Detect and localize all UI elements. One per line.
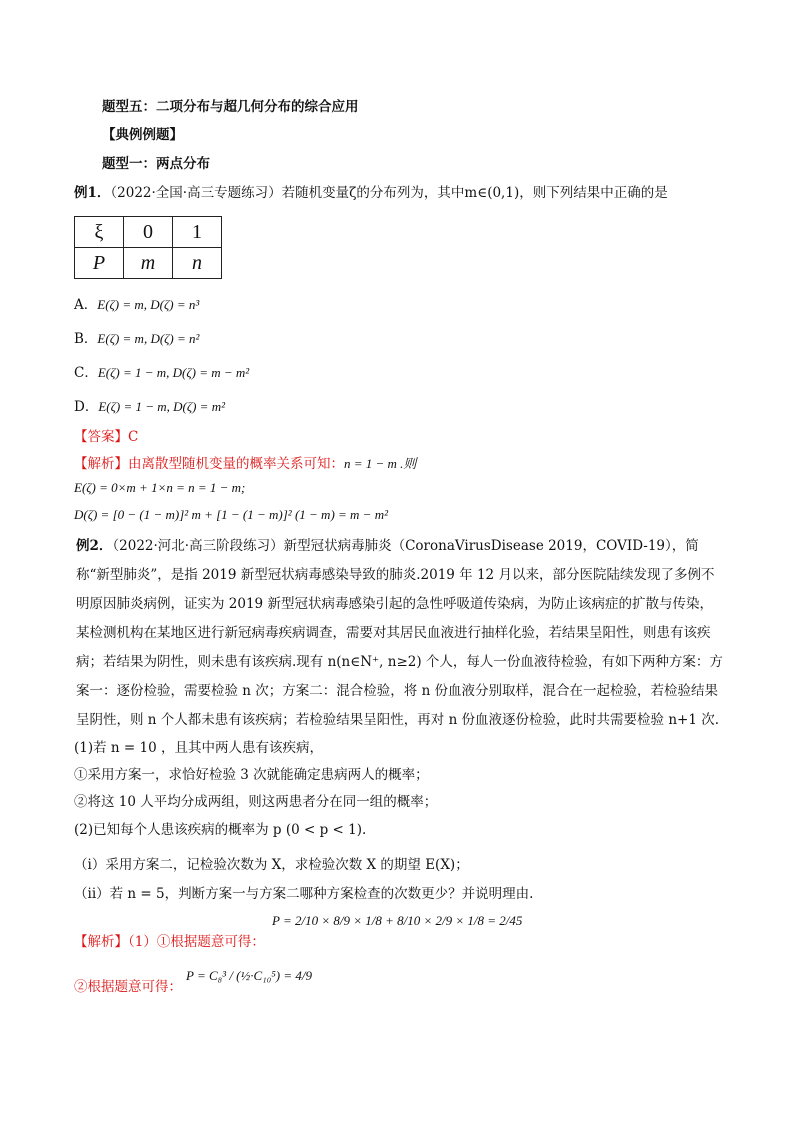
table-cell: P	[75, 248, 124, 279]
table-cell: n	[173, 248, 222, 279]
section-heading: 题型五：二项分布与超几何分布的综合应用	[102, 99, 359, 115]
option-c	[74, 361, 249, 381]
analysis-text: 由离散型随机变量的概率关系可知：	[128, 456, 344, 472]
variance-line: D(ζ) = [0 − (1 − m)]² m + [1 − (1 − m)]² (1 − m) = m − m²	[74, 507, 388, 522]
example1-text: （2022·全国·高三专题练习）若随机变量ζ的分布列为，其中m∈(0,1)，则下列结果中正确的是	[110, 185, 668, 201]
question-2: (2)已知每个人患该疾病的概率为 p (0 < p < 1).	[74, 822, 367, 838]
example2-paragraph	[76, 532, 726, 735]
question-1: (1)若 n = 10 ，且其中两人患有该疾病，	[74, 740, 323, 756]
example2-text: （2022·河北·高三阶段练习）新型冠状病毒肺炎（CoronaVirusDisease 2019，COVID-19），简称“新型肺炎”，是指 2019 新型冠状病毒感染导致的肺炎.2019 年 12 月以来，部分医院陆续发现了多例不明原因肺炎病例，证实为 2019 新型冠状病毒感染引起的急性呼吸道传染病，为防止该病症的扩散与传染，某检测机构在某地区进行新冠病毒疾病调查，需要对其居民血液进行抽样化验，若结果呈阳性，则患有该疾病；若结果为阴性，则未患有该疾病.现有 n(n∈N⁺, n≥2) 个人，每人一份血液待检验，有如下两种方案：方案一：逐份检验，需要检验 n 次；方案二：混合检验，将 n 份血液分别取样，混合在一起检验，若检验结果呈阴性，则 n 个人都未患有该疾病；若检验结果呈阳性，再对 n 份血液逐份检验，此时共需要检验 n+1 次.	[76, 538, 723, 728]
question-1a: ①采用方案一，求恰好检验 3 次就能确定患病两人的概率；	[74, 767, 429, 783]
solution-1-text: （1）①根据题意可得：	[128, 934, 265, 950]
option-letter: C．	[74, 365, 98, 381]
option-b	[74, 327, 199, 347]
example1-label: 例1．	[74, 185, 111, 201]
solution-2-text: ②根据题意可得：	[74, 979, 182, 995]
option-d	[74, 395, 225, 415]
table-cell: 0	[124, 217, 173, 248]
option-expr: E(ζ) = 1 − m, D(ζ) = m²	[98, 399, 225, 414]
analysis-expr: n = 1 − m .则	[344, 456, 417, 471]
option-letter: B．	[74, 331, 98, 347]
examples-heading: 【典例例题】	[102, 127, 183, 143]
table-cell: 1	[173, 217, 222, 248]
option-letter: D．	[74, 399, 99, 415]
table-cell: m	[124, 248, 173, 279]
solution-label: 【解析】	[74, 934, 128, 950]
solution-2-formula: P = C₈³ / (½·C₁₀⁵) = 4/9	[186, 968, 312, 983]
option-expr: E(ζ) = m, D(ζ) = n²	[97, 331, 200, 346]
solution-1-formula: P = 2/10 × 8/9 × 1/8 + 8/10 × 2/9 × 1/8 = 2/45	[272, 913, 523, 928]
option-a	[74, 293, 199, 313]
answer-label: 【答案】	[74, 429, 128, 445]
analysis-line	[74, 452, 416, 472]
option-expr: E(ζ) = m, D(ζ) = n³	[97, 297, 200, 312]
table-row	[75, 248, 222, 279]
question-2i: （i）采用方案二，记检验次数为 X，求检验次数 X 的期望 E(X)；	[74, 857, 469, 873]
table-row	[75, 217, 222, 248]
option-expr: E(ζ) = 1 − m, D(ζ) = m − m²	[97, 365, 250, 380]
question-2ii: （ii）若 n = 5，判断方案一与方案二哪种方案检查的次数更少？并说明理由.	[74, 886, 534, 902]
answer-line	[74, 425, 138, 445]
expectation-line: E(ζ) = 0×m + 1×n = n = 1 − m;	[74, 480, 246, 495]
solution-1	[74, 930, 265, 950]
type-heading: 题型一：两点分布	[102, 156, 210, 172]
distribution-table	[74, 216, 222, 279]
example1-question	[74, 181, 668, 201]
option-letter: A．	[74, 297, 98, 313]
analysis-label: 【解析】	[74, 456, 128, 472]
answer-value: C	[128, 429, 139, 445]
question-1b: ②将这 10 人平均分成两组，则这两患者分在同一组的概率；	[74, 794, 438, 810]
example2-label: 例2．	[76, 538, 113, 554]
table-cell: ξ	[75, 217, 124, 248]
